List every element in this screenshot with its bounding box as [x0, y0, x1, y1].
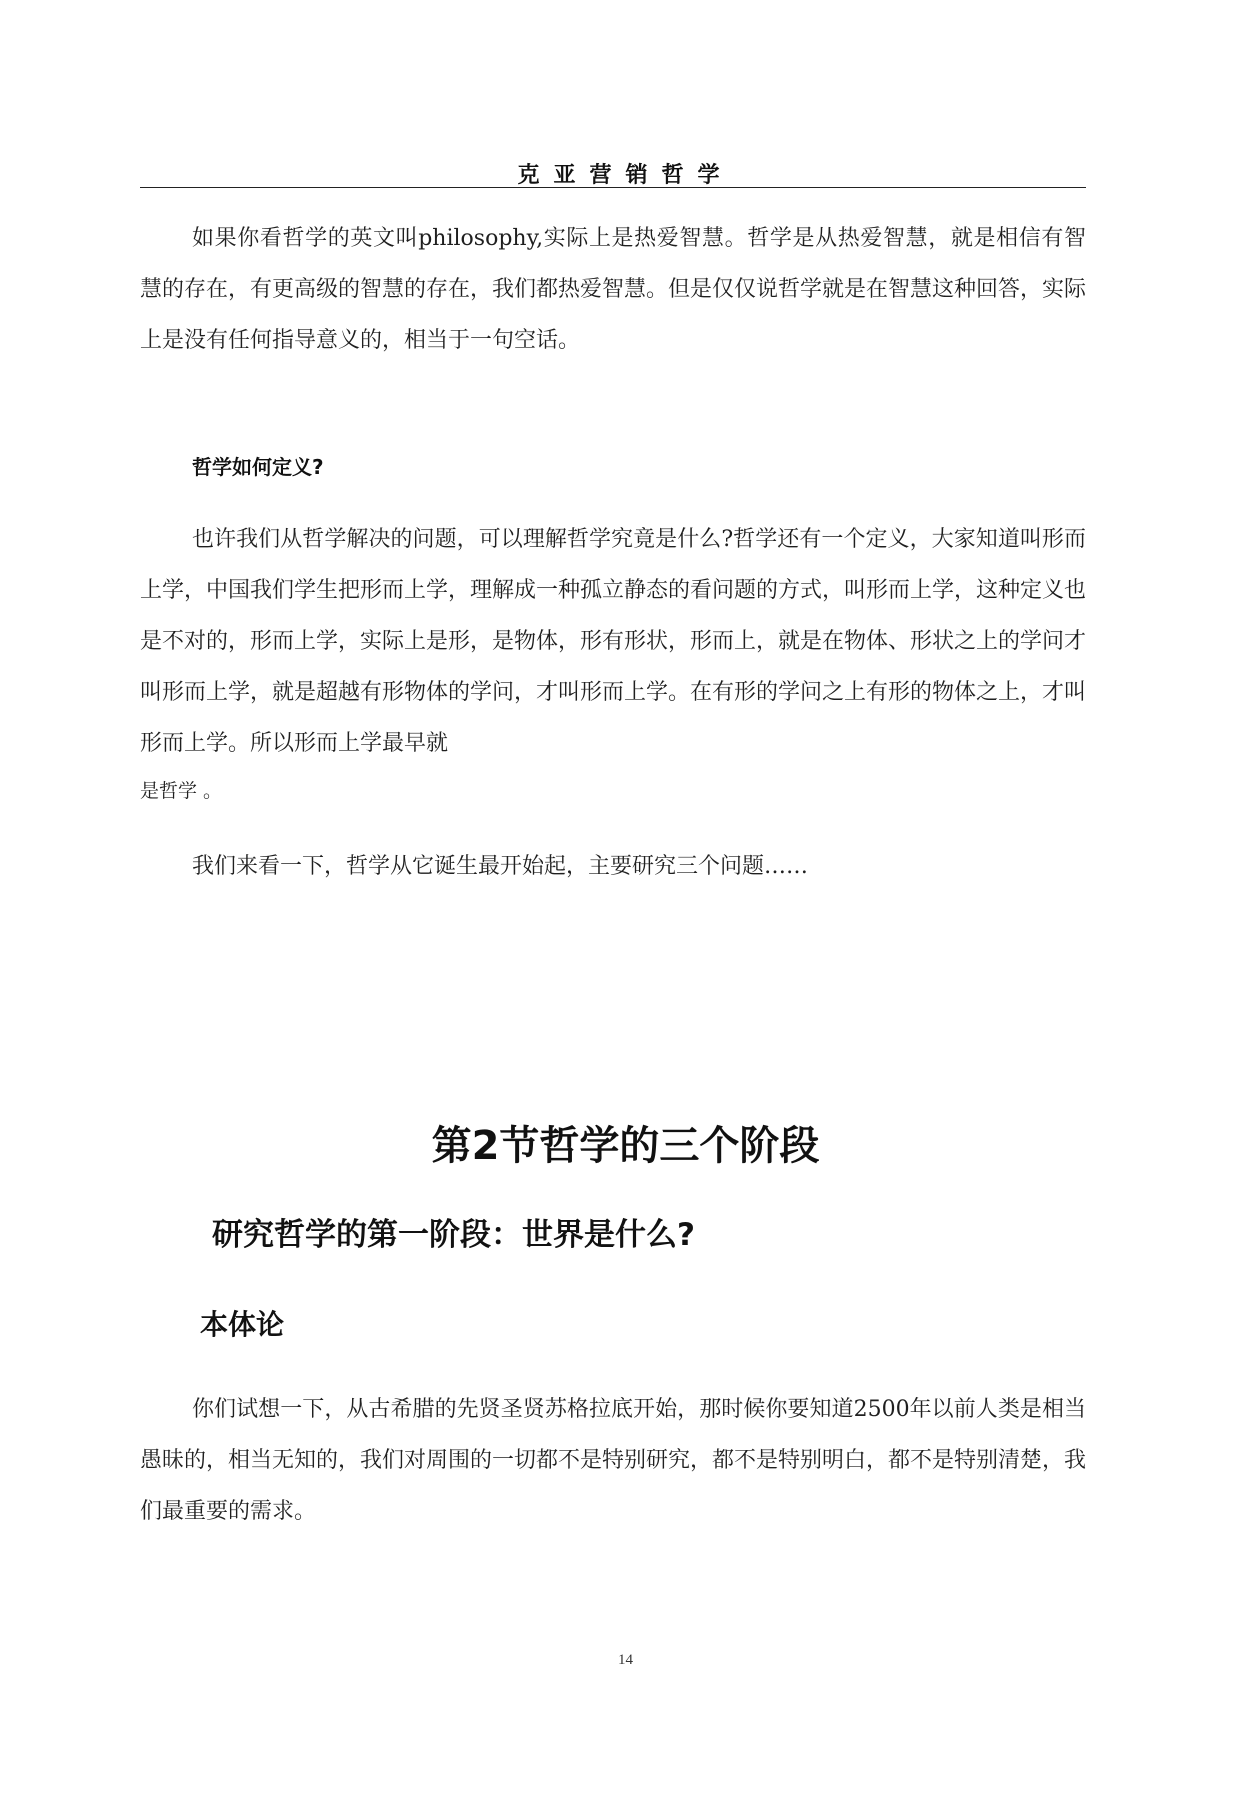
paragraph-socrates: 你们试想一下，从古希腊的先贤圣贤苏格拉底开始，那时候你要知道2500年以前人类是相当愚昧的，相当无知的，我们对周围的一切都不是特别研究，都不是特别明白，都不是特别清楚，我们最重要的需求。 — [140, 1397, 1087, 1524]
section-title: 第2节哲学的三个阶段 — [431, 1123, 820, 1169]
paragraph-metaphysics-body: 也许我们从哲学解决的问题，可以理解哲学究竟是什么?哲学还有一个定义，大家知道叫形而上学，中国我们学生把形而上学，理解成一种孤立静态的看问题的方式，叫形而上学，这种定义也是不对的，形而上学，实际上是形，是物体，形有形状，形而上，就是在物体、形状之上的学问才叫形而上学，就是超越有形物体的学问，才叫形而上学。在有形的学问之上有形的物体之上，才叫形而上学。所以形而上学最早就 — [140, 527, 1087, 756]
paragraph-three-questions: 我们来看一下，哲学从它诞生最开始起，主要研究三个问题…… — [192, 854, 809, 879]
paragraph-metaphysics — [140, 514, 1086, 813]
header-divider — [140, 187, 1086, 188]
paragraph-metaphysics-tail: 是哲学 。 — [140, 780, 223, 802]
page-number: 14 — [618, 1652, 633, 1668]
running-header-title: 克亚营销哲学 — [517, 163, 734, 188]
paragraph-philosophy-meaning: 如果你看哲学的英文叫philosophy,实际上是热爱智慧。哲学是从热爱智慧，就是相信有智慧的存在，有更高级的智慧的存在，我们都热爱智慧。但是仅仅说哲学就是在智慧这种回答，实际上是没有任何指导意义的，相当于一句空话。 — [140, 226, 1087, 353]
stage-one-heading: 研究哲学的第一阶段：世界是什么? — [212, 1217, 695, 1253]
subheading-definition-question: 哲学如何定义? — [192, 455, 324, 479]
ontology-heading: 本体论 — [200, 1308, 285, 1341]
